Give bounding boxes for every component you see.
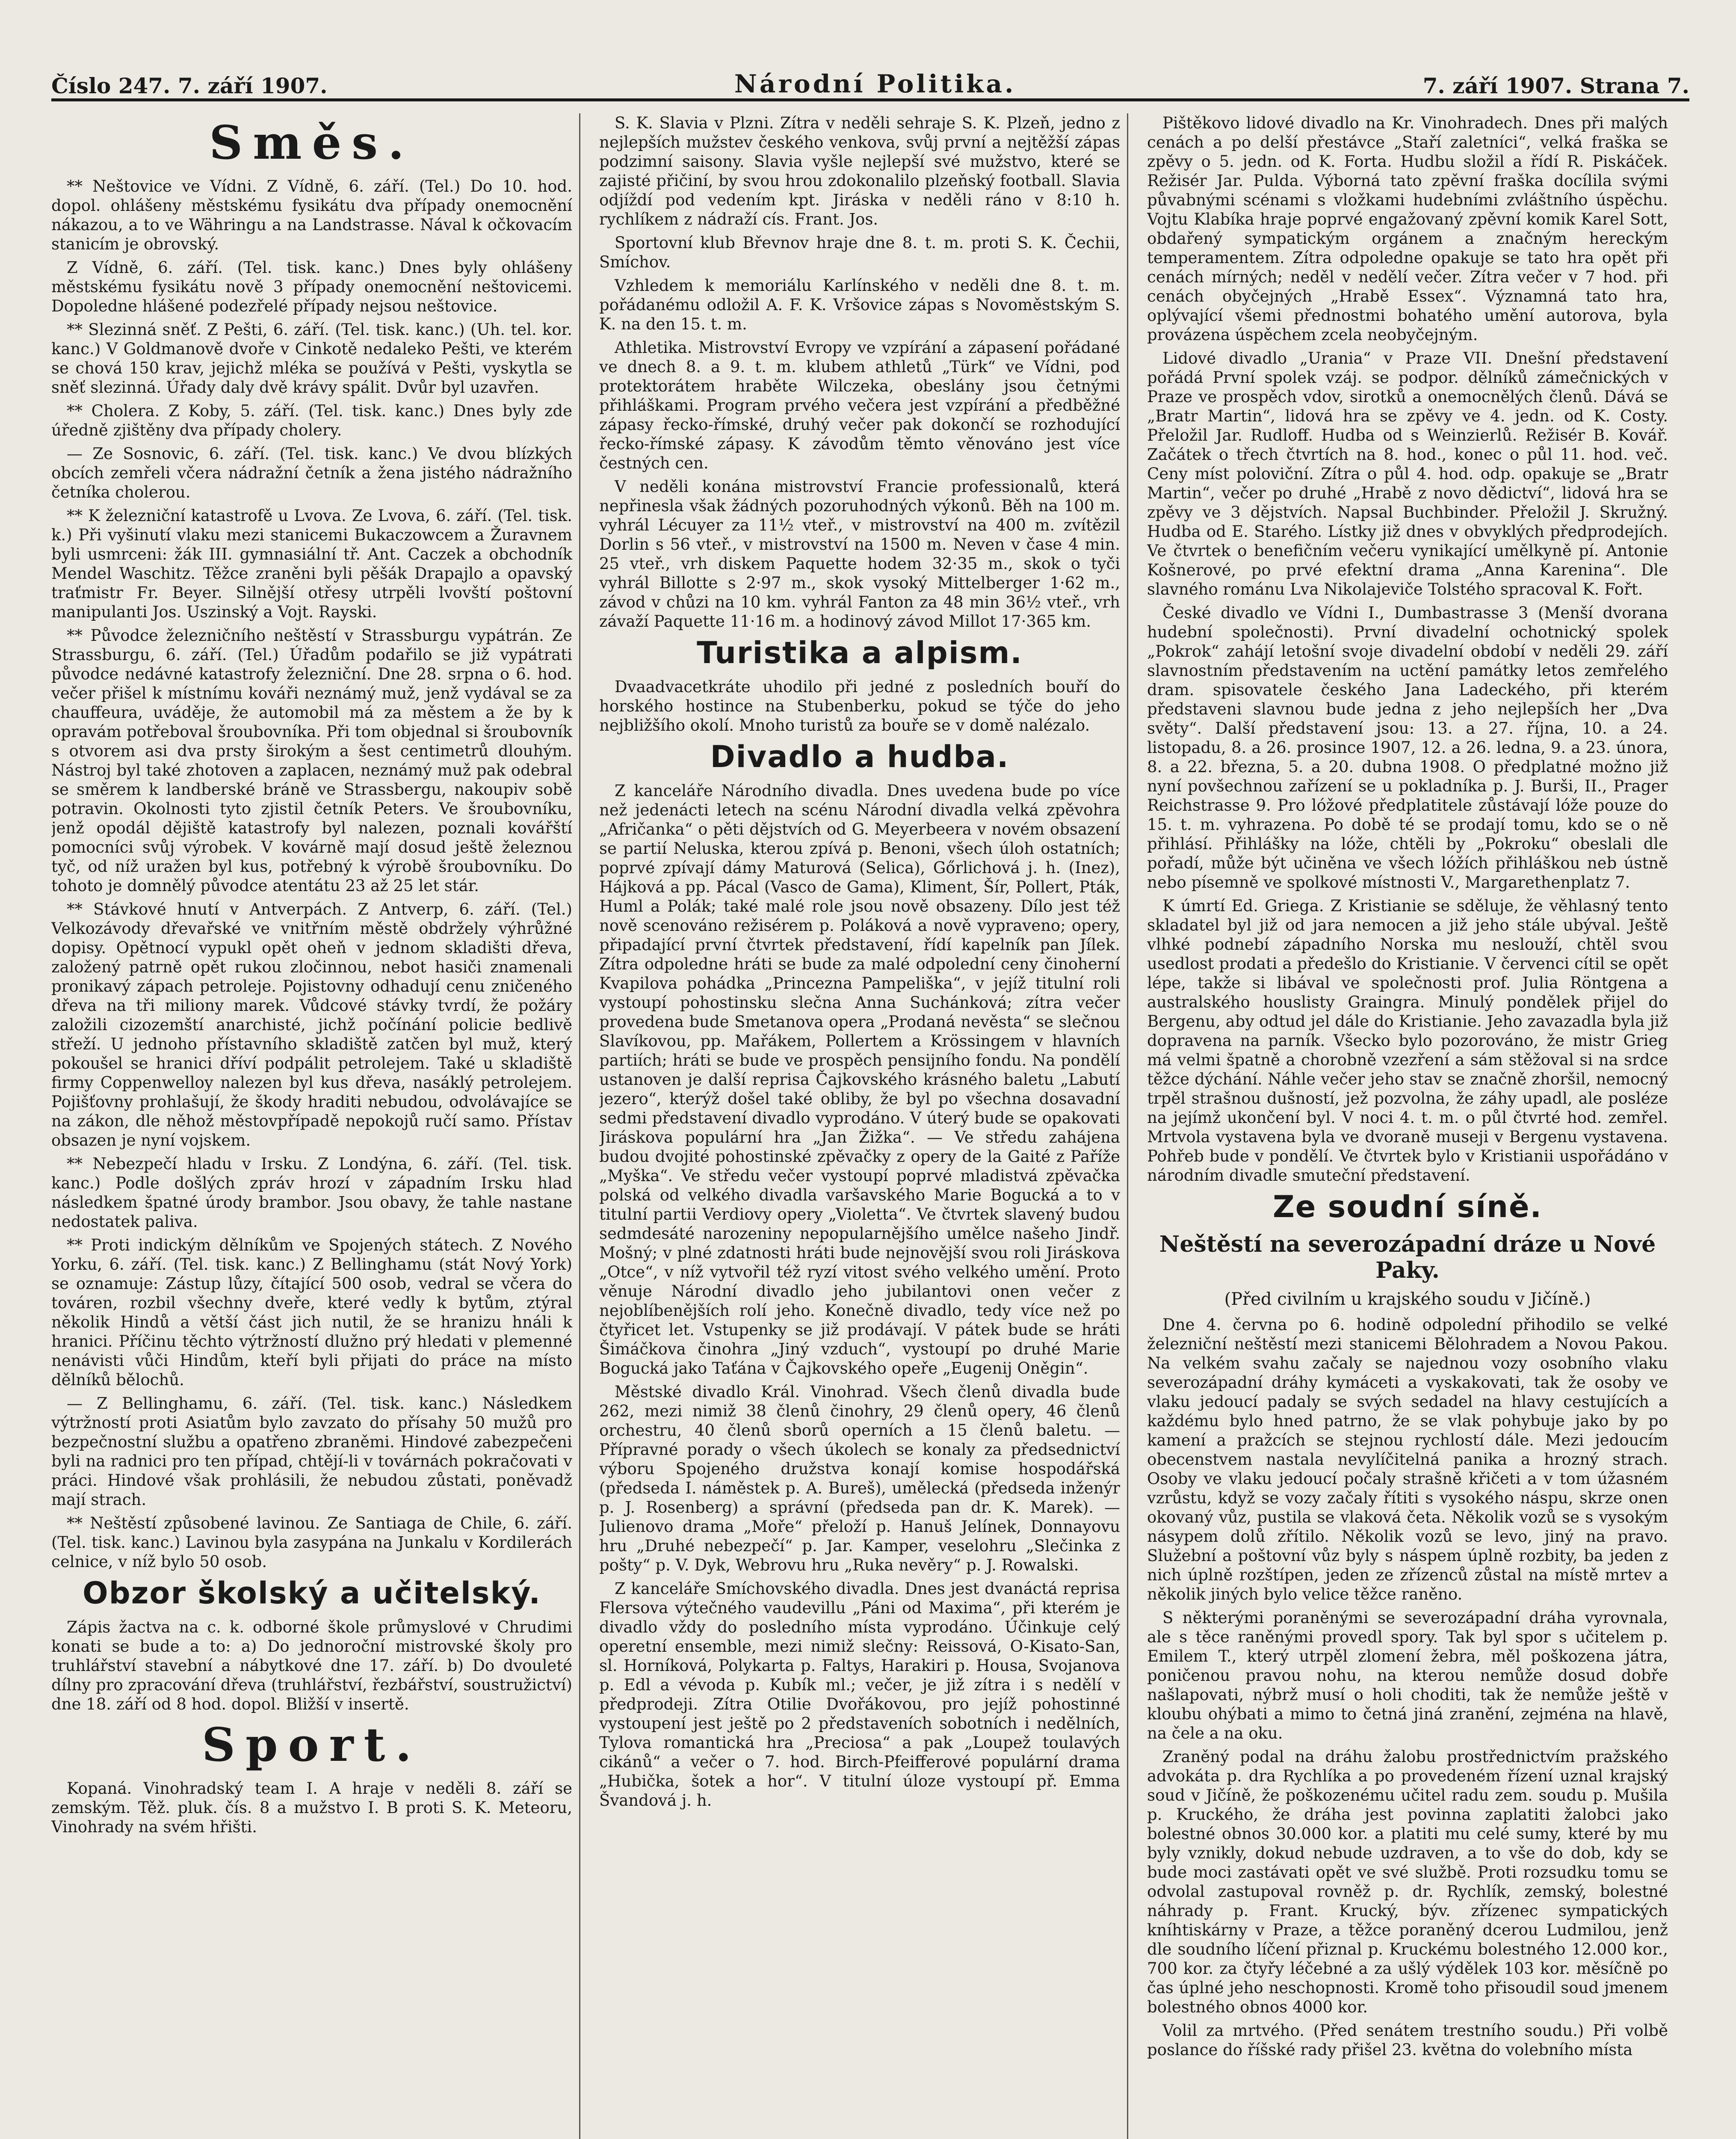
article-paragraph: ** Cholera. Z Koby, 5. září. (Tel. tisk. kanc.) Dnes byly zde úředně zjištěny dva případy cholery.: [51, 402, 572, 439]
article-paragraph: ** Původce železničního neštěstí v Strassburgu vypátrán. Ze Strassburgu, 6. září. (Tel.) Úřadům podařilo se již vypátrati původce nedávné katastrofy železniční. Dne 28. srpna o 6. hod. večer přišel k místnímu kováři neznámý muž, jenž vydával se za chauffeura, uváděje, že automobil má za městem a že by k opravám potřeboval šroubovníka. Při tom objednal si šroubovník s otvorem asi dva prsty širokým a šest centimetrů dlouhým. Nástroj byl také zhotoven a zaplacen, neznámý muž pak odebral se směrem k landberské bráně ve Strassbergu, nakoupiv sobě potravin. Okolnosti tyto zjistil četník Peters. Ve šroubovníku, jenž opodál dějiště katastrofy byl nalezen, poznali kovářští pomocníci svůj výrobek. V kovárně mají dosud ještě železnou tyč, od níž uražen byl kus, potřebný k výrobě šroubovníku. Do tohoto je domnělý původce atentátu 23 až 25 let stár.: [51, 626, 572, 895]
column-3: [1147, 113, 1668, 2139]
article-paragraph: S. K. Slavia v Plzni. Zítra v neděli sehraje S. K. Plzeň, jedno z nejlepších mužstev českého venkova, svůj první a nejtěžší zápas podzimní saisony. Slavia vyšle nejlepší své mužstvo, které se zajisté přičiní, by svou hrou zdokonalilo plzeňský football. Slavia odjíždí pod vedením kpt. Jiráska v neděli ráno v 8:10 h. rychlíkem z nádraží cís. Frant. Jos.: [599, 114, 1120, 228]
article-paragraph: ** Stávkové hnutí v Antverpách. Z Antverp, 6. září. (Tel.) Velkozávody dřevařské ve vnitřním městě obdržely výhrůžné dopisy. Opětnocí vypukl opět oheň v jednom skladišti dřeva, založený patrně opět rukou zločinnou, nebot hasiči znamenali pronikavý zápach petroleje. Pojistovny odhadují cenu zničeného dřeva na tři miliony marek. Vůdcové stávky tvrdí, že požáry založili cizozemští anarchisté, jichž počínání policie bedlivě střeží. U jednoho přístavního skladiště zatčen byl muž, který pokoušel se hranici dříví podpálit petrolejem. Také u skladiště firmy Coppenwelloy nalezen byl kus dřeva, nasáklý petrolejem. Pojišťovny prohlašují, že škody hraditi nebudou, odvolávajíce se na zákon, dle něhož městovpřípadě nepokojů ručí samo. Přístav obsazen je nyní vojskem.: [51, 900, 572, 1149]
article-paragraph: ** Neštěstí způsobené lavinou. Ze Santiaga de Chile, 6. září. (Tel. tisk. kanc.) Lavinou byla zasypána na Junkalu v Kordilerách celnice, v níž bylo 50 osob.: [51, 1514, 572, 1571]
article-paragraph: Vzhledem k memoriálu Karlínského v neděli dne 8. t. m. pořádanému odložil A. F. K. Vršovice zápas s Novoměstským S. K. na den 15. t. m.: [599, 276, 1120, 333]
smes-articles: [51, 177, 572, 1571]
article-paragraph: Kopaná. Vinohradský team I. A hraje v neděli 8. září se zemským. Těž. pluk. čís. 8 a mužstvo I. B proti S. K. Meteoru, Vinohrady na svém hřišti.: [51, 1779, 572, 1836]
article-paragraph: Z Vídně, 6. září. (Tel. tisk. kanc.) Dnes byly ohlášeny městskému fysikátu nově 3 případy onemocnění neštovicemi. Dopoledne hlášené podezřelé případy nejsou neštovice.: [51, 258, 572, 315]
article-paragraph: Pištěkovo lidové divadlo na Kr. Vinohradech. Dnes při malých cenách a po delší přestávce „Staří zaletníci“, velká fraška se zpěvy o 5. jedn. od K. Forta. Hudbu složil a řídí R. Piskáček. Režisér Jar. Pulda. Výborná tato zpěvní fraška docílila svými půvabnými scénami s vložkami hudebními zvláštního úspěchu. Vojtu Klabíka hraje poprvé engažovaný zpěvní komik Karel Sott, obdařený sympatickým orgánem a značným hereckým temperamentem. Zítra odpoledne opakuje se tato hra opět při cenách mírných; neděl v nedělí večer. Zítra večer v 7 hod. při cenách obyčejných „Hrabě Essex“. Významná tato hra, oplývající všemi přednostmi bohatého umění autorova, byla provázena úspěchem zcela neobyčejným.: [1147, 114, 1668, 344]
issue-number: Číslo 247. 7. září 1907.: [51, 73, 328, 98]
soud-subline: (Před civilním u krajského soudu v Jičíně.): [1224, 1289, 1591, 1309]
article-paragraph: S některými poraněnými se severozápadní dráha vyrovnala, ale s těce raněnými provedl spory. Tak byl spor s učitelem p. Emilem T., který utrpěl zlomení žebra, měl poškozena játra, poničenou pravou nohu, na kterou nemůže dosud dobře našlapovati, nýbrž musí o holi choditi, tak že nemůže ještě v kloubu ohýbati a mimo to četná jiná zranění, zejména na hlavě, na čele a na oku.: [1147, 1609, 1668, 1742]
smes-heading: Směs.: [209, 116, 414, 170]
article-paragraph: Z kanceláře Národního divadla. Dnes uvedena bude po více než jedenácti letech na scénu Národní divadla velká zpěvohra „Afričanka“ o pěti dějstvích od G. Meyerbeera v novém obsazení se partií Neluska, kterou zpívá p. Benoni, všech úloh ostatních; poprvé zpívají dámy Maturová (Selica), Gőrlichová j. h. (Inez), Hájková a pp. Pácal (Vasco de Gama), Kliment, Šír, Pollert, Pták, Huml a Polák; také malé role jsou nově obsazeny. Dílo jest též nově scenováno režisérem p. Poláková a nově vypraveno; opery, připadající první čtvrtek představení, řídí kapelník pan Jílek. Zítra odpoledne hráti se bude za malé odpolední ceny činoherní Kvapilova pohádka „Princezna Pampeliška“, v jejíž titulní roli vystoupí pohostinsku slečna Anna Suchánková; zítra večer provedena bude Smetanova opera „Prodaná nevěsta“ se slečnou Slavíkovou, pp. Mařákem, Pollertem a Krössingem v hlavních partiích; hráti se bude ve prospěch pensijního fondu. Na pondělí ustanoven je další reprisa Čajkovského krásného baletu „Labutí jezero“, kterýž došel také obliby, že byl po všechna dosavadní sedmi představení divadlo vyprodáno. V úterý bude se opakovati Jiráskova populární hra „Jan Žižka“. — Ve středu zahájena budou dvojité pohostinské zpěvačky z opery de la Gaité z Paříže „Myška“. Ve středu večer vystoupí poprvé mladistvá zpěvačka polská od velkého divadla varšavského Marie Bogucká a to v titulní partii Verdiovy opery „Violetta“. Ve čtvrtek slavený budou sedmdesáté narozeniny nepopularnějšího umělce našeho Jindř. Mošný; v plné zdatnosti hráti bude nejnovější svou roli Jiráskova „Otce“, v níž vytvořil též ryzí vitost svého velkého umění. Proto věnuje Národní divadlo jeho jubilantovi onen večer z nejoblíbenějších rolí jeho. Konečně divadlo, tedy více než po čtyřicet let. Vstupenky se již prodávají. V pátek bude se hráti Šimáčkova činohra „Jiný vzduch“, vystoupí po druhé Marie Bogucká jako Taťána v Čajkovského opeře „Eugenij Oněgin“.: [599, 782, 1120, 1378]
article-paragraph: ** Neštovice ve Vídni. Z Vídně, 6. září. (Tel.) Do 10. hod. dopol. ohlášeny městskému fysikátu dva případy onemocnění nákazou, a to ve Währingu a na Landstrasse. Nával k očkovacím stanicím je obrovský.: [51, 177, 572, 253]
article-paragraph: ** Slezinná sněť. Z Pešti, 6. září. (Tel. tisk. kanc.) (Uh. tel. kor. kanc.) V Goldmanově dvoře v Cinkotě nedaleko Pešti, ve kterém se chová 150 krav, jejichž mléka se používá v Pešti, vyskytla se sněť slezinná. Úřady daly dvě krávy spálit. Dvůr byl uzavřen.: [51, 320, 572, 397]
columns: [51, 113, 1689, 2139]
article-paragraph: Z kanceláře Smíchovského divadla. Dnes jest dvanáctá reprisa Flersova výtečného vaudevillu „Páni od Maxima“, při kterém je divadlo vždy do posledního místa vyprodáno. Účinkuje celý operetní ensemble, mezi nimiž slečny: Reissová, O-Kisato-San, sl. Horníková, Polykarta p. Faltys, Harakiri p. Housa, Svojanova p. Edl a vévoda p. Kubík ml.; večer, je již zítra i s nedělí v předprodeji. Zítra Otilie Dvořákovou, pro jejíž pohostinné vystoupení jest ještě po 2 představeních sobotních i nedělních, Tylova romantická hra „Preciosa“ a pak „Loupež toulavých cikánů“ a večer o 7. hod. Birch-Pfeifferové populární drama „Hubička, šotek a hor“. V titulní úloze vystoupí př. Emma Švandová j. h.: [599, 1579, 1120, 1810]
article-paragraph: Volil za mrtvého. (Před senátem trestního soudu.) Při volbě poslance do říšské rady přišel 23. května do volebního místa: [1147, 2021, 1668, 2059]
article-paragraph: K úmrtí Ed. Griega. Z Kristianie se sděluje, že věhlasný tento skladatel byl již od jara nemocen a již jeho stále ubýval. Ještě vlhké podnebí západního Norska mu neslouží, chtěl svou usedlost prodati a předešlo do Kristianie. V červenci cítil se opět lépe, takže si libával ve společnosti prof. Julia Röntgena a australského houslisty Graingra. Minulý pondělek přijel do Bergenu, aby odtud jel dále do Kristianie. Jeho zavazadla byla již dopravena na parník. Všecko bylo pozorováno, že mistr Grieg má velmi špatně a chorobně vzezření a sám stěžoval si na srdce těžce dýchání. Náhle večer jeho stav se značně zhoršil, nemocný trpěl strašnou dušností, jež pozvolna, že záhy upadl, ale posléze na jejímž ukončení byl. V noci 4. t. m. o půl čtvrté hod. zemřel. Mrtvola vystavena byla ve dvoraně museji v Bergenu vystavena. Pohřeb bude v pondělí. Ve čtvrtek bylo v Kristianii uspořádáno v národním divadle smuteční představení.: [1147, 897, 1668, 1185]
sport-heading: Sport.: [202, 1718, 422, 1772]
article-paragraph: — Ze Sosnovic, 6. září. (Tel. tisk. kanc.) Ve dvou blízkých obcích zemřeli včera nádražní četník a žena jistého nádražního četníka cholerou.: [51, 444, 572, 501]
article-paragraph: Zraněný podal na dráhu žalobu prostřednictvím pražského advokáta p. dra Rychlíka a po provedeném řízení uznal krajský soud v Jičíně, že poškozenému učitel radu zem. soudu p. Mušila p. Kruckého, že dráha jest povinna zaplatiti žalobci jako bolestné obnos 30.000 kor. a platiti mu celé sumy, které by mu byly vznikly, dokud nebude uzdraven, a to vše do dob, kdy se bude moci zastávati opět ve své službě. Proti rozsudku tomu se odvolal zastupoval rovněž p. dr. Rychlík, zemský, bolestné náhrady p. Frant. Krucký, býv. zřízenec sympatických kníhtiskárny v Praze, a těžce poraněný dcerou Ludmilou, jenž dle soudního líčení přiznal p. Kruckému bolestného 12.000 kor., 700 kor. za čtyřy léčebné a za ušlý výdělek 103 kor. měsíčně po čas úplné jeho neschopnosti. Kromě toho přisoudil soud jmenem bolestného obnos 4000 kor.: [1147, 1748, 1668, 2016]
column-2: [599, 113, 1128, 2139]
page-number: 7. září 1907. Strana 7.: [1423, 73, 1689, 98]
turistika-heading: Turistika a alpism.: [697, 635, 1023, 670]
soud-heading: Ze soudní síně.: [1272, 1189, 1543, 1224]
article-paragraph: ** Nebezpečí hladu v Irsku. Z Londýna, 6. září. (Tel. tisk. kanc.) Podle došlých zpráv hrozí v západním Irsku hlad následkem špatné úrody brambor. Jsou obavy, že tahle nastane nedostatek paliva.: [51, 1155, 572, 1231]
article-paragraph: V neděli konána mistrovství Francie professionalů, která nepřinesla však žádných pozoruhodných výkonů. Běh na 100 m. vyhrál Lécuyer za 11½ vteř., v mistrovství na 400 m. zvítězil Dorlin s 56 vteř., v mistrovství na 1500 m. Neven v čase 4 min. 25 vteř., vrh diskem Paquette hodem 32·35 m., skok o tyči vyhrál Billotte s 2·97 m., skok vysoký Mittelberger 1·62 m., závod v chůzi na 10 km. vyhrál Fanton za 48 min 36½ vteř., vrh závaží Paquette 11·16 m. a hodinový závod Millot 17·365 km.: [599, 477, 1120, 631]
article-paragraph: ** K železniční katastrofě u Lvova. Ze Lvova, 6. září. (Tel. tisk. k.) Při vyšinutí vlaku mezi stanicemi Bukaczowcem a Žuravnem byli usmrceni: žák III. gymnasiální tř. Ant. Caczek a obchodník Mendel Waschitz. Těžce zraněni byli pěšák Drapajlo a opavský traťmistr Fr. Beyer. Silnější otřesy utrpěli lvovští poštovní manipulanti Jos. Uszinský a Vojt. Rayski.: [51, 507, 572, 621]
newspaper-title: Národní Politika.: [734, 69, 1016, 98]
skolsky-heading: Obzor školský a učitelský.: [83, 1576, 541, 1611]
article-paragraph: České divadlo ve Vídni I., Dumbastrasse 3 (Menší dvorana hudební společnosti). První divadelní ochotnický spolek „Pokrok“ zahájí letošní svoje divadelní období v neděli 29. září slavnostním představením na uctění památky letos zemřelého dram. spisovatele českého Jana Ladeckého, při kterém představeni slavnou bude jedna z jeho nejlepších her „Dva světy“. Další představení jsou: 13. a 27. října, 10. a 24. listopadu, 8. a 26. prosince 1907, 12. a 26. ledna, 9. a 23. února, 8. a 22. března, 5. a 20. dubna 1908. O předplatné možno již nyní povšechnou zařízení se u pokladníka p. J. Burši, II., Prager Reichstrasse 9. Pro lóžové předplatitele zůstávají lóže pouze do 15. t. m. vyhrazena. Po době té se prodají tomu, kdo se o ně přihlásí. Přihlášky na lóže, chtěli by „Pokroku“ obeslali dle pořadí, může být učiněna ve všech lóžích přihláškou neb ústně nebo písemně ve spolkové místnosti V., Margarethenplatz 7.: [1147, 604, 1668, 892]
article-paragraph: Dne 4. června po 6. hodině odpolední přihodilo se velké železniční neštěstí mezi stanicemi Bělohradem a Novou Pakou. Na velkém svahu začaly se najednou vozy osobního vlaku severozápadní dráhy kymáceti a vyskakovati, tak že osoby ve vlaku jedoucí padaly se svých sedadel na hlavy cestujících a každému bylo hned patrno, že se vlak pohybuje jako by po kamení a pražcích se stejnou rychlostí dále. Mezi jedoucím obecenstvem nastala nevylíčitelná panika a hrozný strach. Osoby ve vlaku jedoucí počaly strašně křičeti a v tom úžasném vzrůstu, když se vozy začaly řítiti s vysokého náspu, skrze onen okovaný vůz, pustila se vlaková četa. Několik vozů se s vysokým násypem dolů zřítilo. Několik vozů se levo, jiný na pravo. Služební a poštovní vůz byly s náspem úplně rozbity, ba jeden z nich úplně rozštípen, jeden ze zřízenců zůstal na místě mrtev a několik jiných bylo velice těžce raněno.: [1147, 1315, 1668, 1603]
article-paragraph: Athletika. Mistrovství Evropy ve vzpírání a zápasení pořádané ve dnech 8. a 9. t. m. klubem athletů „Türk“ ve Vídni, pod protektorátem hraběte Wilczeka, obeslány jsou četnými přihláškami. Program prvého večera jest vzpírání a předběžné zápasy řecko-římské, druhý večer pak dokončí se rozhodující řecko-římské zápasy. K závodům těmto věnováno jest více čestných cen.: [599, 338, 1120, 472]
article-paragraph: Lidové divadlo „Urania“ v Praze VII. Dnešní představení pořádá První spolek vzáj. se podpor. dělníků zámečnických v Praze ve prospěch vdov, sirotků a onemocnělých členů. Dává se „Bratr Martin“, lidová hra se zpěvy ve 4. jedn. od K. Costy. Přeložil Jar. Rudloff. Hudba od s Weinzierlů. Režisér B. Kovář. Začátek o třech čtvrtích na 8. hod., konec o půl 11. hod. več. Ceny míst poloviční. Zítra o půl 4. hod. odp. opakuje se „Bratr Martin“, večer po druhé „Hrabě z novo dědictví“, lidová hra se zpěvy ve 3 dějstvích. Napsal Buchbinder. Přeložil J. Skružný. Hudba od E. Starého. Lístky již dnes v obvyklých předprodejích. Ve čtvrtek o benefičním večeru vynikající umělkyně pí. Antonie Košnerové, po prvé efektní drama „Anna Karenina“. Dle slavného románu Lva Nikolajeviče Tolstého spracoval K. Fořt.: [1147, 349, 1668, 598]
article-paragraph: ** Proti indickým dělníkům ve Spojených státech. Z Nového Yorku, 6. září. (Tel. tisk. kanc.) Z Bellinghamu (stát Nový York) se oznamuje: Zástup lůzy, čítající 500 osob, vedral se včera do továren, rozbil všechny dveře, které vedly k bytům, ztýral několik Hindů a větší část jich nutil, že se hranizu hnáli k hranici. Příčinu těchto výtržností dlužno prý hledati v plemenné nenávisti vůči Hindům, kteří byli přijati do práce na místo dělníků bělochů.: [51, 1236, 572, 1389]
article-paragraph: — Z Bellinghamu, 6. září. (Tel. tisk. kanc.) Následkem výtržností proti Asiatům bylo zavzato do přísahy 50 mužů pro bezpečnostní službu a opatřeno zbraněmi. Hindové zabezpečeni byli na radnici pro ten případ, chtějí-li v továrnách pokračovati v práci. Hindové však prohlásili, že nebudou zůstati, poněvadž mají strach.: [51, 1394, 572, 1509]
column-1: [51, 113, 580, 2139]
soud-headline: Neštěstí na severozápadní dráze u Nové Paky.: [1159, 1231, 1656, 1283]
article-paragraph: Zápis žactva na c. k. odborné škole průmyslové v Chrudimi konati se bude a to: a) Do jednoroční mistrovské školy pro truhlářství stavební a nábytkové dne 17. září. b) Do dvouleté dílny pro zpracování dřeva (truhlářství, řezbářství, soustružictví) dne 18. září od 8 hod. dopol. Bližší v insertě.: [51, 1618, 572, 1713]
article-paragraph: Městské divadlo Král. Vinohrad. Všech členů divadla bude 262, mezi nimiž 38 členů činohry, 29 členů opery, 46 členů orchestru, 40 členů sborů operních a 15 členů baletu. — Přípravné porady o všech úkolech se konaly za předsednictví výboru Spojeného družstva konají komise hospodářská (předseda I. náměstek p. A. Bureš), umělecká (předseda inženýr p. J. Rosenberg) a správní (předseda pan dr. K. Marek). — Julienovo drama „Moře“ přeloží p. Hanuš Jelínek, Donnayovu hru „Druhé nebezpečí“ p. Jar. Kamper, veselohru „Slečinka z pošty“ p. V. Dyk, Webrovu hru „Ruka nevěry“ p. J. Rowalski.: [599, 1383, 1120, 1574]
masthead: [51, 34, 1689, 101]
newspaper-page: [51, 34, 1689, 2139]
divadlo-heading: Divadlo a hudba.: [710, 739, 1009, 774]
article-paragraph: Sportovní klub Břevnov hraje dne 8. t. m. proti S. K. Čechii, Smíchov.: [599, 234, 1120, 271]
article-paragraph: Dvaadvacetkráte uhodilo při jedné z posledních bouří do horského hostince na Stubenberku, pokud se týče do jeho nejbližšího okolí. Mnoho turistů za bouře se v domě nalézalo.: [599, 678, 1120, 735]
